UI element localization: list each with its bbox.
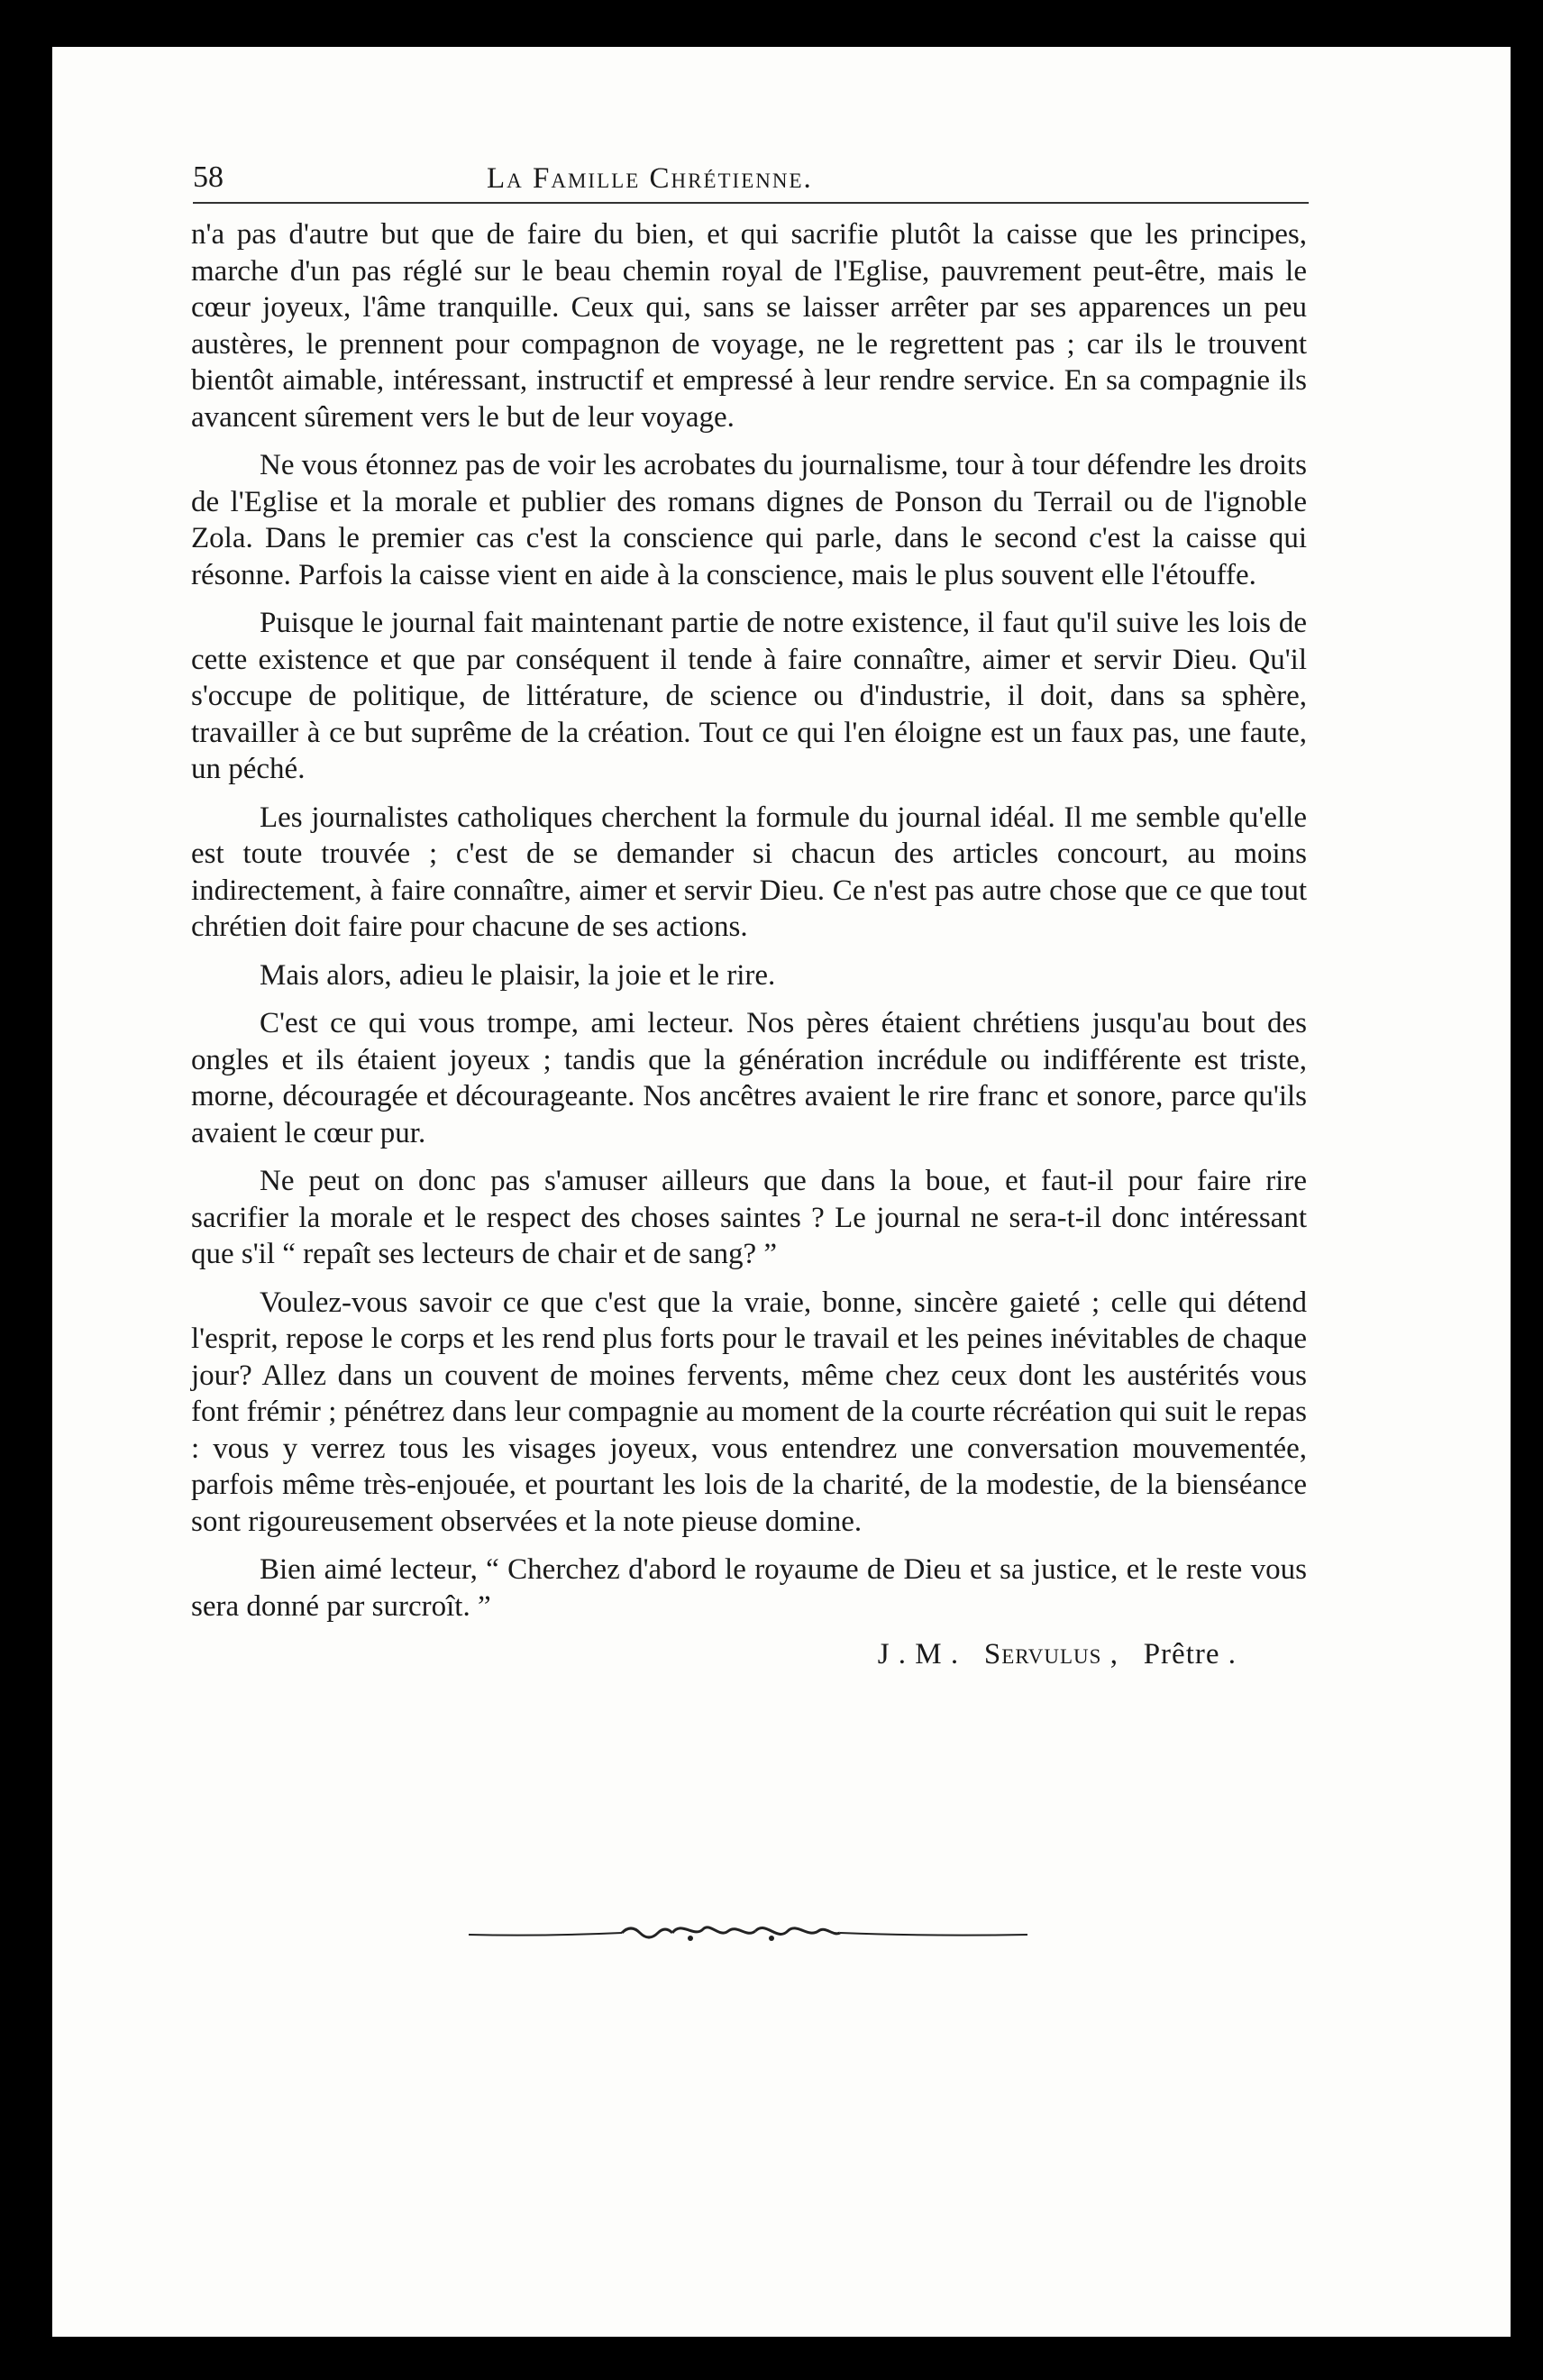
- article-body: [191, 216, 1307, 1673]
- page-header: [193, 151, 1309, 206]
- paragraph: Ne vous étonnez pas de voir les acrobates du journalisme, tour à tour défendre les droits de l'Eglise et la morale et publier des romans dignes de Ponson du Terrail ou de l'ignoble Zola. Dans le premier cas c'est la conscience qui parle, dans le second c'est la caisse qui résonne. Parfois la caisse vient en aide à la conscience, mais le plus souvent elle l'étouffe.: [191, 449, 1307, 591]
- signature-title: Prêtre .: [1143, 1638, 1237, 1671]
- header-rule: [193, 202, 1309, 204]
- paragraph: Voulez-vous savoir ce que c'est que la vraie, bonne, sincère gaieté ; celle qui détend l'esprit, repose le corps et les rend plus forts pour le travail et les peines inévitables de chaque jour? Allez dans un couvent de moines fervents, même chez ceux dont les austérités vous font frémir ; pénétrez dans leur compagnie au moment de la courte récréation qui suit le repas : vous y verrez tous les visages joyeux, vous entendrez une conversation mouvementée, parfois même très-enjouée, et pourtant les lois de la charité, de la modestie, de la bienséance sont rigoureusement observées et la note pieuse domine.: [191, 1286, 1307, 1538]
- signature-name: Servulus ,: [983, 1638, 1118, 1671]
- page-number: 58: [193, 160, 224, 194]
- paragraph: Bien aimé lecteur, “ Cherchez d'abord le royaume de Dieu et sa justice, et le reste vous sera donné par surcroît. ”: [191, 1553, 1307, 1623]
- paragraph: Les journalistes catholiques cherchent la formule du journal idéal. Il me semble qu'elle est toute trouvée ; c'est de se demander si chacun des articles concourt, au moins indirectement, à faire connaître, aimer et servir Dieu. Ce n'est pas autre chose que ce que tout chrétien doit faire pour chacune de ses actions.: [191, 801, 1307, 943]
- signature-initials: J . M .: [877, 1638, 960, 1671]
- signature: [191, 1636, 1307, 1673]
- ornament-divider: [460, 1917, 1036, 1953]
- paragraph: n'a pas d'autre but que de faire du bien, et qui sacrifie plutôt la caisse que les principes, marche d'un pas réglé sur le beau chemin royal de l'Eglise, pauvrement peut-être, mais le cœur joyeux, l'âme tranquille. Ceux qui, sans se laisser arrêter par ses apparences un peu austères, le prennent pour compagnon de voyage, ne le regrettent pas ; car ils le trouvent bientôt aimable, intéressant, instructif et empressé à leur rendre service. En sa compagnie ils avancent sûrement vers le but de leur voyage.: [191, 218, 1307, 434]
- running-title: La Famille Chrétienne.: [487, 162, 813, 195]
- paragraph: Mais alors, adieu le plaisir, la joie et le rire.: [260, 958, 776, 992]
- paragraph: Puisque le journal fait maintenant partie de notre existence, il faut qu'il suive les lois de cette existence et que par conséquent il tende à faire connaître, aimer et servir Dieu. Qu'il s'occupe de politique, de littérature, de science ou d'industrie, il doit, dans sa sphère, travailler à ce but suprême de la création. Tout ce qui l'en éloigne est un faux pas, une faute, un péché.: [191, 607, 1307, 785]
- paragraph: C'est ce qui vous trompe, ami lecteur. Nos pères étaient chrétiens jusqu'au bout des ongles et ils étaient joyeux ; tandis que la génération incrédule ou indifférente est triste, morne, découragée et décourageante. Nos ancêtres avaient le rire franc et sonore, parce qu'ils avaient le cœur pur.: [191, 1007, 1307, 1149]
- paragraph: Ne peut on donc pas s'amuser ailleurs que dans la boue, et faut-il pour faire rire sacrifier la morale et le respect des choses saintes ? Le journal ne sera-t-il donc intéressant que s'il “ repaît ses lecteurs de chair et de sang? ”: [191, 1165, 1307, 1270]
